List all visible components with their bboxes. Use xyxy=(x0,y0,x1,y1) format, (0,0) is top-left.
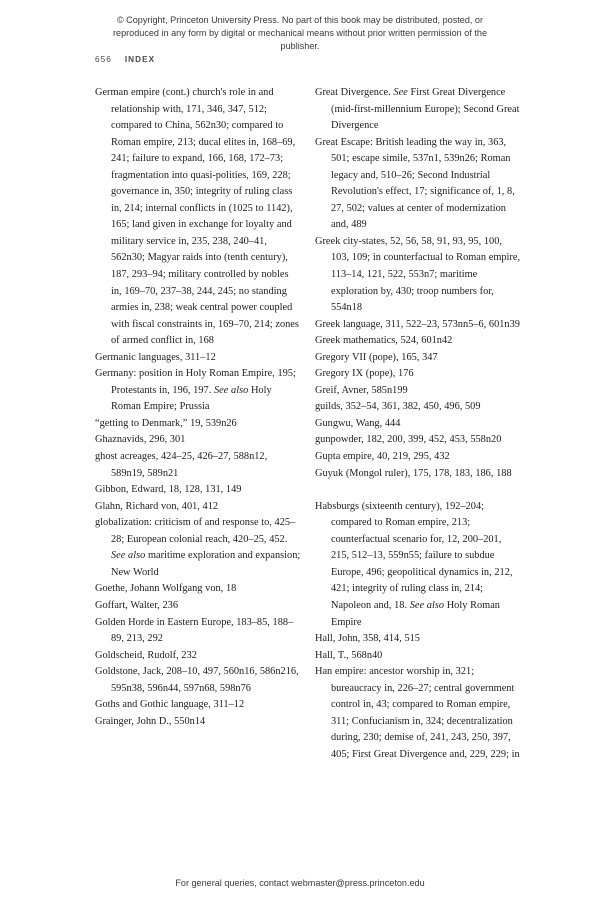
index-entry-goldstone-jack: Goldstone, Jack, 208–10, 497, 560n16, 586n216, 595n38, 596n44, 597n68, 598n76 xyxy=(95,666,299,694)
index-entry-golden-horde: Golden Horde in Eastern Europe, 183–85, 188–89, 213, 292 xyxy=(95,616,294,645)
footer-queries-note: For general queries, contact webmaster@press.princeton.edu xyxy=(175,878,425,888)
index-entry-great-escape: Great Escape: British leading the way in, 363, 501; escape simile, 537n1, 539n26; Roman legacy and, 510–26; Second Industrial Revolution's effect, 17; significance of, 1, 8, 27, 502; values at center of modernization and, 489 xyxy=(315,136,515,231)
index-body xyxy=(95,85,535,825)
index-entry-greek-language: Greek language, 311, 522–23, 573nn5–6, 601n39 xyxy=(315,318,520,330)
index-entry-great-divergence: Great Divergence. See First Great Divergence (mid-first-millennium Europe); Second Great Divergence xyxy=(315,87,520,132)
index-entry-germany: Germany: position in Holy Roman Empire, 195; Protestants in, 196, 197. See also Holy Roman Empire; Prussia xyxy=(95,368,296,413)
index-entry-gregory-vii-pope: Gregory VII (pope), 165, 347 xyxy=(315,351,438,363)
index-entry-hall-john: Hall, John, 358, 414, 515 xyxy=(315,633,420,645)
index-entry-guyuk-mongol-ruler: Guyuk (Mongol ruler), 175, 178, 183, 186, 188 xyxy=(315,467,512,479)
index-entry-han-empire: Han empire: ancestor worship in, 321; bureaucracy in, 226–27; central government control in, 43; compared to Roman empire, 311; Confucianism in, 324; decentralization during, 230; demise of, 241, 243, 250, 397, 405; First Great Divergence and, 229, 229; in xyxy=(315,666,520,760)
page-number: 656 xyxy=(95,55,112,64)
index-entry-glahn-richard-von: Glahn, Richard von, 401, 412 xyxy=(95,500,219,512)
index-entry-gregory-ix-pope: Gregory IX (pope), 176 xyxy=(315,368,414,380)
index-entry-grainger-john-d: Grainger, John D., 550n14 xyxy=(95,715,206,727)
index-entry-gungwu-wang: Gungwu, Wang, 444 xyxy=(315,417,401,429)
index-entry-hall-t: Hall, T., 568n40 xyxy=(315,649,383,661)
index-entry-germanic-languages: Germanic languages, 311–12 xyxy=(95,351,216,363)
index-entry-ghost-acreages: ghost acreages, 424–25, 426–27, 588n12, 589n19, 589n21 xyxy=(95,451,268,479)
index-entry-habsburgs: Habsburgs (sixteenth century), 192–204; compared to Roman empire, 213; counterfactual scenario for, 12, 200–201, 215, 512–13, 559n55; failure to subdue Europe, 496; geopolitical dynamics in, 212, 421; integrity of ruling class in, 214; Napoleon and, 18. See also Holy Roman Empire xyxy=(315,500,513,628)
index-entry-getting-to-denmark: “getting to Denmark,” 19, 539n26 xyxy=(95,417,237,429)
index-column-right xyxy=(315,85,521,763)
index-entry-greek-city-states: Greek city-states, 52, 56, 58, 91, 93, 95, 100, 103, 109; in counterfactual to Roman empire, 113–14, 121, 522, 553n7; maritime exploration by, 430; troop numbers for, 554n18 xyxy=(315,235,521,314)
index-entry-ghaznavids: Ghaznavids, 296, 301 xyxy=(95,434,186,446)
index-entry-guilds: guilds, 352–54, 361, 382, 450, 496, 509 xyxy=(315,401,481,413)
index-entry-german-empire-cont: German empire (cont.) church's role in and relationship with, 171, 346, 347, 512; compared to China, 562n30; compared to Roman empire, 213; ducal elites in, 168–69, 241; failure to expand, 166, 168, 172–73; fragmentation into quasi-polities, 169, 228; governance in, 350; integrity of ruling class in, 214; internal conflicts in (1025 to 1142), 165; land given in exchange for loyalty and military service in, 235, 238, 240–41, 562n30; Magyar raids into (tenth century), 187, 293–94; military controlled by nobles in, 169–70, 237–38, 244, 245; no standing armies in, 238; weak central power coupled with fiscal constraints in, 169–70, 214; zones of armed conflict in, 168 xyxy=(95,87,299,347)
index-entry-goffart-walter: Goffart, Walter, 236 xyxy=(95,599,179,611)
index-entry-greif-avner: Greif, Avner, 585n199 xyxy=(315,384,408,396)
copyright-notice: © Copyright, Princeton University Press. No part of this book may be distributed, posted, or reproduced in any form by digital or mechanical means without prior written permission of the publisher. xyxy=(112,15,488,52)
index-entry-greek-mathematics: Greek mathematics, 524, 601n42 xyxy=(315,335,453,347)
index-entry-globalization: globalization: criticism of and response to, 425–28; European colonial reach, 420–25, 452. See also maritime exploration and expansion; New World xyxy=(95,517,301,578)
index-entry-goethe-johann-wolfgang-von: Goethe, Johann Wolfgang von, 18 xyxy=(95,583,237,595)
index-entry-gibbon-edward: Gibbon, Edward, 18, 128, 131, 149 xyxy=(95,484,242,496)
running-head xyxy=(95,55,155,64)
running-head-label: INDEX xyxy=(124,55,156,64)
index-entry-gupta-empire: Gupta empire, 40, 219, 295, 432 xyxy=(315,451,450,463)
index-entry-goldscheid-rudolf: Goldscheid, Rudolf, 232 xyxy=(95,649,197,661)
index-entry-gunpowder: gunpowder, 182, 200, 399, 452, 453, 558n20 xyxy=(315,434,502,446)
index-column-left xyxy=(95,85,301,730)
index-entry-goths-and-gothic-language: Goths and Gothic language, 311–12 xyxy=(95,699,245,711)
